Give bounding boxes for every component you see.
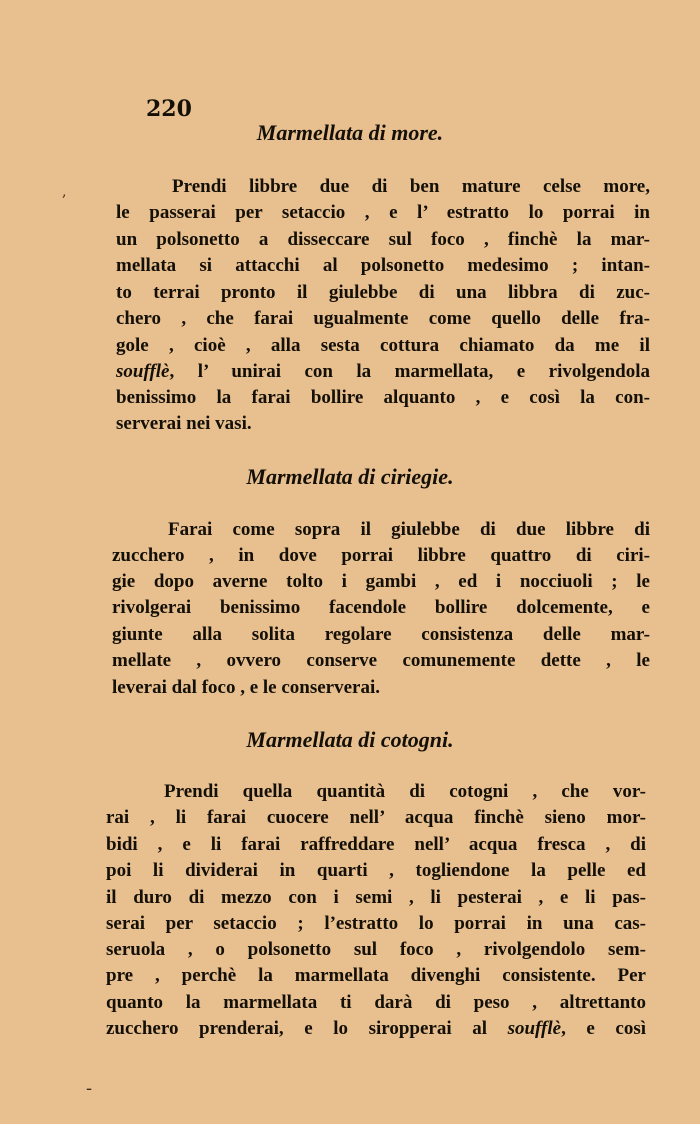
text-line: seruola , o polsonetto sul foco , rivolgendolo sem- (106, 939, 646, 960)
text-line: un polsonetto a disseccare sul foco , finchè la mar- (116, 229, 650, 250)
text-line: le passerai per setaccio , e l’ estratto lo porrai in (116, 202, 650, 223)
text-line: poi li dividerai in quarti , togliendone la pelle ed (106, 860, 646, 881)
text-line: leverai dal foco , e le conserverai. (112, 677, 381, 698)
text-line: to terrai pronto il giulebbe di una libbra di zuc- (116, 282, 650, 303)
section-title-ciriegie: Marmellata di ciriegie. (246, 464, 454, 489)
text-line: gie dopo averne tolto i gambi , ed i nocciuoli ; le (112, 571, 650, 592)
page-number: 220 (146, 96, 192, 122)
text-line: quanto la marmellata ti darà di peso , altrettanto (106, 992, 646, 1013)
text-line: mellata si attacchi al polsonetto medesimo ; intan- (116, 255, 650, 276)
text-line: bidi , e li farai raffreddare nell’ acqua fresca , di (106, 834, 646, 855)
text-line: Prendi quella quantità di cotogni , che vor- (164, 781, 646, 802)
text-line: rivolgerai benissimo facendole bollire dolcemente, e (112, 597, 650, 618)
text-line: mellate , ovvero conserve comunemente dette , le (112, 650, 650, 671)
text-line: Farai come sopra il giulebbe di due libbre di (168, 519, 650, 540)
text-line: Prendi libbre due di ben mature celse more, (172, 176, 650, 197)
text-line: zucchero , in dove porrai libbre quattro di ciri- (112, 545, 650, 566)
text-line: soufflè, l’ unirai con la marmellata, e rivolgendola (116, 361, 650, 382)
print-speck: ‐ (86, 1078, 93, 1099)
text-line: gole , cioè , alla sesta cottura chiamato da me il (116, 335, 650, 356)
text-line: benissimo la farai bollire alquanto , e così la con- (116, 387, 650, 408)
section-title-more: Marmellata di more. (256, 120, 444, 145)
text-line: chero , che farai ugualmente come quello delle fra- (116, 308, 650, 329)
text-line: pre , perchè la marmellata divenghi consistente. Per (106, 965, 646, 986)
italic-word: soufflè (507, 1018, 562, 1039)
text-line: zucchero prenderai, e lo siropperai al soufflè, e così (106, 1018, 647, 1039)
text-line: rai , li farai cuocere nell’ acqua finchè sieno mor- (106, 807, 646, 828)
text-line: serai per setaccio ; l’estratto lo porrai in una cas- (106, 913, 646, 934)
section-title-cotogni: Marmellata di cotogni. (246, 727, 454, 752)
text-line: giunte alla solita regolare consistenza delle mar- (112, 624, 650, 645)
print-speck: , (62, 184, 67, 200)
italic-word: soufflè (116, 361, 170, 382)
text-line: il duro di mezzo con i semi , li pesterai , e li pas- (106, 887, 646, 908)
text-line: serverai nei vasi. (116, 413, 252, 434)
